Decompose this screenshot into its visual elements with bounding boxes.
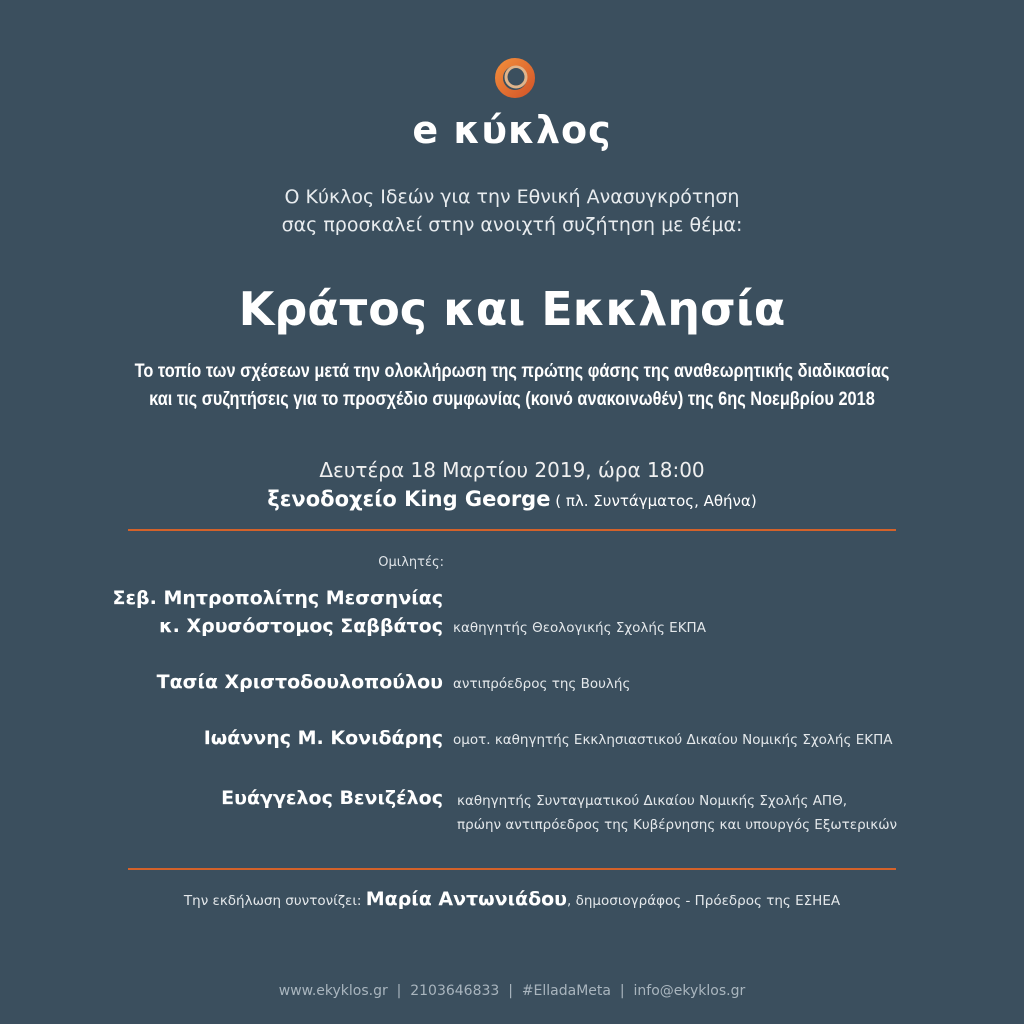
event-title: Κράτος και Εκκλησία (238, 282, 786, 336)
logo-ring-icon (494, 57, 536, 99)
divider (128, 529, 896, 531)
intro-line: σας προσκαλεί στην ανοιχτή συζήτηση με θέμα: (281, 214, 743, 236)
footer-contacts: www.ekyklos.gr | 2103646833 | #ElladaMeta | info@ekyklos.gr (278, 983, 746, 999)
speaker-name: Ευάγγελος Βενιζέλος (221, 787, 443, 809)
moderator-name: Μαρία Αντωνιάδου (365, 888, 568, 910)
subtitle-line: και τις συζητήσεις για το προσχέδιο συμφωνίας (κοινό ανακοινωθέν) της 6ης Νοεμβρίου 2018 (149, 389, 875, 410)
event-subtitle (72, 358, 953, 414)
divider (128, 868, 896, 870)
speaker-name (112, 584, 443, 640)
speaker-role: καθηγητής Θεολογικής Σχολής ΕΚΠΑ (453, 620, 706, 636)
speaker-name-line: Σεβ. Μητροπολίτης Μεσσηνίας (112, 587, 443, 609)
speaker-role: αντιπρόεδρος της Βουλής (453, 676, 631, 692)
speaker-role (457, 789, 897, 837)
speaker-role: ομοτ. καθηγητής Εκκλησιαστικού Δικαίου Νομικής Σχολής ΕΚΠΑ (453, 732, 893, 748)
event-venue (0, 487, 1024, 511)
moderator-prefix: Την εκδήλωση συντονίζει: (183, 893, 366, 909)
intro-line: Ο Κύκλος Ιδεών για την Εθνική Ανασυγκρότηση (284, 186, 740, 208)
speakers-label: Ομιλητές: (378, 555, 444, 570)
venue-detail: ( πλ. Συντάγματος, Αθήνα) (550, 492, 757, 510)
speaker-role-line: πρώην αντιπρόεδρος της Κυβέρνησης και υπουργός Εξωτερικών (457, 817, 898, 833)
brand-name: e κύκλος (412, 108, 612, 152)
speaker-name: Τασία Χριστοδουλοπούλου (156, 671, 443, 693)
speaker-role-line: καθηγητής Συνταγματικού Δικαίου Νομικής Σχολής ΑΠΘ, (457, 793, 847, 809)
event-date: Δευτέρα 18 Μαρτίου 2019, ώρα 18:00 (319, 458, 705, 482)
intro-text (0, 183, 1024, 239)
venue-name: ξενοδοχείο King George (267, 487, 551, 511)
moderator-line (0, 888, 1024, 910)
subtitle-line: Το τοπίο των σχέσεων μετά την ολοκλήρωση της πρώτης φάσης της αναθεωρητικής διαδικασίας (134, 361, 890, 382)
speaker-name-line: κ. Χρυσόστομος Σαββάτος (159, 615, 443, 637)
moderator-title: , δημοσιογράφος - Πρόεδρος της ΕΣΗΕΑ (567, 893, 841, 909)
speaker-name: Ιωάννης Μ. Κονιδάρης (203, 727, 443, 749)
